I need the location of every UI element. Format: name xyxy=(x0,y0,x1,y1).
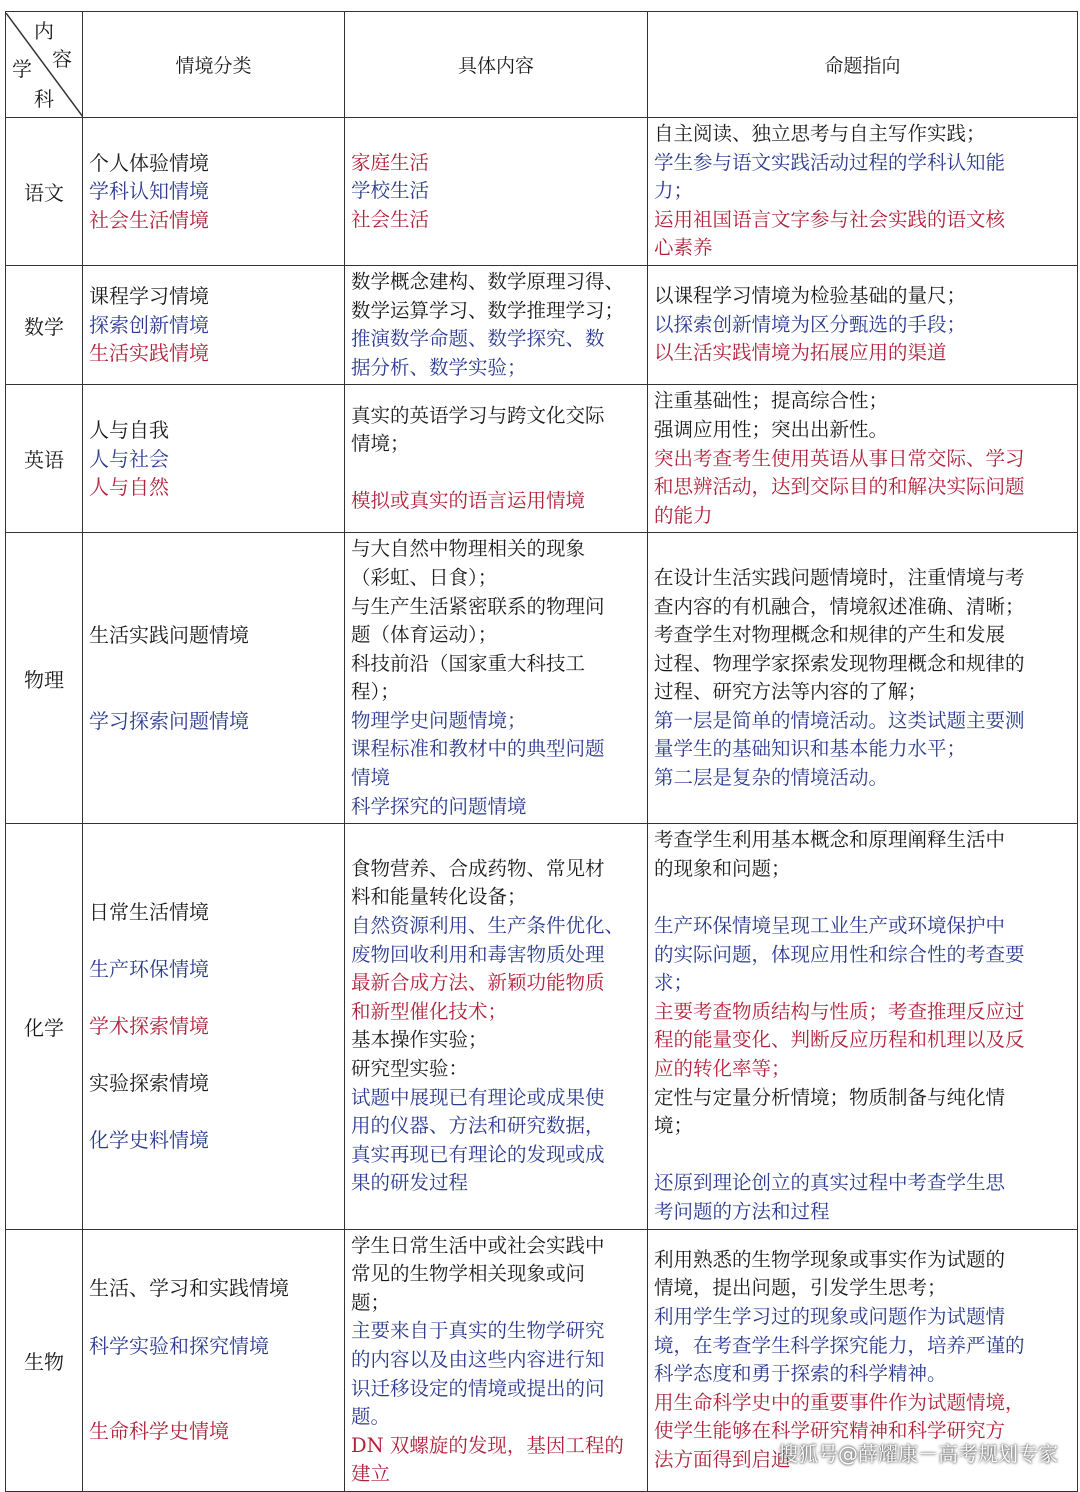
content-line: 主要来自于真实的生物学研究 xyxy=(351,1319,605,1343)
subject-cell: 英语 xyxy=(6,385,83,533)
content-line: 社会生活 xyxy=(351,207,430,231)
content-line: 的内容以及由这些内容进行知 xyxy=(351,1347,605,1371)
direction-line: 在设计生活实践问题情境时，注重情境与考 xyxy=(654,565,1025,589)
content-line: 识迁移设定的情境或提出的问 xyxy=(351,1376,605,1400)
direction-line: 科学态度和勇于探索的科学精神。 xyxy=(654,1362,947,1386)
direction-cell xyxy=(648,824,1078,1229)
content-line: 数学运算学习、数学推理学习； xyxy=(351,298,625,322)
col-header-category: 情境分类 xyxy=(83,12,345,118)
direction-line: 程的能量变化、判断反应历程和机理以及反 xyxy=(654,1028,1025,1052)
categories-line: 生活、学习和实践情境 xyxy=(89,1276,289,1301)
direction-line: 运用祖国语言文字参与社会实践的语文核 xyxy=(654,207,1006,231)
col-header-direction: 命题指向 xyxy=(648,12,1078,118)
content-line: 情境； xyxy=(351,432,410,456)
categories-line: 社会生活情境 xyxy=(89,207,209,232)
direction-line: 力； xyxy=(654,179,694,203)
diagonal-header-cell xyxy=(6,12,83,118)
direction-line: 学生参与语文实践活动过程的学科认知能 xyxy=(654,150,1006,174)
direction-cell xyxy=(648,118,1078,266)
content-line: 科学探究的问题情境 xyxy=(351,794,527,818)
blank-line xyxy=(654,1141,1071,1170)
diag-content-1: 内 xyxy=(34,18,54,43)
direction-line: 以探索创新情境为区分甄选的手段； xyxy=(654,312,967,336)
blank-line xyxy=(351,459,641,488)
content-line: 食物营养、合成药物、常见材 xyxy=(351,856,605,880)
table-row-chinese xyxy=(6,118,1078,266)
direction-line: 的现象和问题； xyxy=(654,856,791,880)
direction-line: 和思辨活动，达到交际目的和解决实际问题 xyxy=(654,475,1025,499)
content-line: 题； xyxy=(351,1290,391,1314)
content-line: 据分析、数学实验； xyxy=(351,355,527,379)
blank-line xyxy=(89,678,344,707)
content-line: 基本操作实验； xyxy=(351,1028,488,1052)
table-row-math xyxy=(6,265,1078,384)
blank-line xyxy=(89,926,344,955)
direction-line: 定性与定量分析情境；物质制备与纯化情 xyxy=(654,1085,1006,1109)
direction-line: 利用熟悉的生物学现象或事实作为试题的 xyxy=(654,1247,1006,1271)
content-line: 推演数学命题、数学探究、数 xyxy=(351,327,605,351)
subject-cell: 物理 xyxy=(6,533,83,824)
direction-line: 使学生能够在科学研究精神和科学研究方 xyxy=(654,1419,1006,1443)
content-cell xyxy=(345,118,648,266)
categories-line: 科学实验和探究情境 xyxy=(89,1333,269,1358)
table-row-chemistry xyxy=(6,824,1078,1229)
direction-line: 的实际问题，体现应用性和综合性的考查要 xyxy=(654,942,1025,966)
content-line: 模拟或真实的语言运用情境 xyxy=(351,489,586,513)
blank-line xyxy=(89,1360,344,1389)
direction-line: 用生命科学史中的重要事件作为试题情境， xyxy=(654,1390,1025,1414)
content-line: 学校生活 xyxy=(351,179,430,203)
category-cell xyxy=(83,385,345,533)
content-line: 最新合成方法、新颖功能物质 xyxy=(351,971,605,995)
content-line: 程）； xyxy=(351,680,400,704)
direction-line: 法方面得到启迪 xyxy=(654,1448,791,1472)
direction-line: 情境，提出问题，引发学生思考； xyxy=(654,1276,947,1300)
direction-cell xyxy=(648,265,1078,384)
content-line: 题。 xyxy=(351,1405,391,1429)
categories-line: 日常生活情境 xyxy=(89,899,209,924)
category-cell xyxy=(83,533,345,824)
diag-content-2: 容 xyxy=(52,46,72,71)
direction-line: 以生活实践情境为拓展应用的渠道 xyxy=(654,341,947,365)
diag-subject-2: 科 xyxy=(34,86,54,111)
content-line: 题（体育运动）； xyxy=(351,623,498,647)
content-line: 与大自然中物理相关的现象 xyxy=(351,537,586,561)
content-line: 和新型催化技术； xyxy=(351,999,508,1023)
subject-cell: 语文 xyxy=(6,118,83,266)
content-cell xyxy=(345,265,648,384)
direction-line: 境； xyxy=(654,1114,694,1138)
category-cell xyxy=(83,1229,345,1491)
content-line: 试题中展现已有理论或成果使 xyxy=(351,1085,605,1109)
categories-line: 学科认知情境 xyxy=(89,179,209,204)
categories-line: 生活实践情境 xyxy=(89,341,209,366)
content-line: 研究型实验： xyxy=(351,1057,469,1080)
blank-line xyxy=(89,1098,344,1127)
content-line: DN 双螺旋的发现，基因工程的 xyxy=(351,1433,624,1457)
categories-line: 生命科学史情境 xyxy=(89,1419,229,1444)
subject-cell: 生物 xyxy=(6,1229,83,1491)
content-line: 建立 xyxy=(351,1462,391,1486)
blank-line xyxy=(89,1303,344,1332)
direction-line: 利用学生学习过的现象或问题作为试题情 xyxy=(654,1305,1006,1329)
direction-line: 还原到理论创立的真实过程中考查学生思 xyxy=(654,1171,1006,1195)
direction-line: 应的转化率等； xyxy=(654,1057,791,1080)
direction-line: 的能力 xyxy=(654,503,713,527)
content-line: 课程标准和教材中的典型问题 xyxy=(351,737,605,761)
direction-line: 过程、研究方法等内容的了解； xyxy=(654,680,928,704)
content-line: 料和能量转化设备； xyxy=(351,885,527,909)
categories-line: 生活实践问题情境 xyxy=(89,623,249,648)
direction-line: 以课程学习情境为检验基础的量尺； xyxy=(654,284,967,308)
content-cell xyxy=(345,1229,648,1491)
direction-line: 主要考查物质结构与性质；考查推理反应过 xyxy=(654,999,1025,1023)
categories-line: 个人体验情境 xyxy=(89,150,209,175)
curriculum-table xyxy=(5,11,1078,1492)
blank-line xyxy=(654,883,1071,912)
diag-subject-1: 学 xyxy=(12,56,32,81)
category-cell xyxy=(83,118,345,266)
direction-line: 强调应用性；突出出新性。 xyxy=(654,417,889,441)
categories-line: 人与自然 xyxy=(89,475,169,500)
content-line: 情境 xyxy=(351,766,391,790)
categories-line: 实验探索情境 xyxy=(89,1071,209,1096)
categories-line: 学习探索问题情境 xyxy=(89,708,249,733)
direction-line: 查内容的有机融合，情境叙述准确、清晰； xyxy=(654,594,1025,618)
content-line: 数学概念建构、数学原理习得、 xyxy=(351,269,625,293)
content-line: 常见的生物学相关现象或问 xyxy=(351,1262,586,1286)
categories-line: 生产环保情境 xyxy=(89,956,209,981)
direction-line: 过程、物理学家探索发现物理概念和规律的 xyxy=(654,651,1025,675)
categories-line: 学术探索情境 xyxy=(89,1014,209,1039)
direction-line: 考查学生利用基本概念和原理阐释生活中 xyxy=(654,828,1006,852)
categories-line: 人与自我 xyxy=(89,417,169,442)
subject-cell: 数学 xyxy=(6,265,83,384)
subject-cell: 化学 xyxy=(6,824,83,1229)
direction-cell xyxy=(648,533,1078,824)
categories-line: 人与社会 xyxy=(89,446,169,471)
categories-line: 课程学习情境 xyxy=(89,284,209,309)
blank-line xyxy=(89,1041,344,1070)
direction-line: 心素养 xyxy=(654,236,713,260)
direction-line: 生产环保情境呈现工业生产或环境保护中 xyxy=(654,914,1006,938)
watermark: 搜狐号@薛耀康－高考规划专家 xyxy=(778,1442,1058,1466)
category-cell xyxy=(83,824,345,1229)
content-line: 果的研发过程 xyxy=(351,1171,469,1195)
table-row-english xyxy=(6,385,1078,533)
content-line: （彩虹、日食）； xyxy=(351,565,498,589)
blank-line xyxy=(89,1389,344,1418)
direction-line: 量学生的基础知识和基本能力水平； xyxy=(654,737,967,761)
content-cell xyxy=(345,824,648,1229)
categories-line: 化学史料情境 xyxy=(89,1128,209,1153)
direction-line: 第一层是简单的情境活动。这类试题主要测 xyxy=(654,708,1025,732)
direction-line: 考查学生对物理概念和规律的产生和发展 xyxy=(654,623,1006,647)
content-line: 用的仪器、方法和研究数据， xyxy=(351,1114,605,1138)
content-line: 与生产生活紧密联系的物理问 xyxy=(351,594,605,618)
content-line: 科技前沿（国家重大科技工 xyxy=(351,651,586,675)
direction-line: 考问题的方法和过程 xyxy=(654,1199,830,1223)
categories-line: 探索创新情境 xyxy=(89,312,209,337)
direction-line: 突出考查考生使用英语从事日常交际、学习 xyxy=(654,446,1025,470)
content-line: 真实再现已有理论的发现或成 xyxy=(351,1142,605,1166)
direction-line: 境，在考查学生科学探究能力，培养严谨的 xyxy=(654,1333,1025,1357)
blank-line xyxy=(89,650,344,679)
content-line: 学生日常生活中或社会实践中 xyxy=(351,1233,605,1257)
content-cell xyxy=(345,385,648,533)
content-line: 废物回收利用和毒害物质处理 xyxy=(351,942,605,966)
direction-line: 自主阅读、独立思考与自主写作实践； xyxy=(654,122,986,145)
blank-line xyxy=(89,984,344,1013)
content-line: 家庭生活 xyxy=(351,150,430,174)
direction-cell xyxy=(648,385,1078,533)
direction-line: 注重基础性；提高综合性； xyxy=(654,389,889,413)
content-line: 物理学史问题情境； xyxy=(351,708,527,732)
content-cell xyxy=(345,533,648,824)
col-header-content: 具体内容 xyxy=(345,12,648,118)
content-line: 自然资源利用、生产条件优化、 xyxy=(351,914,625,938)
table-row-physics xyxy=(6,533,1078,824)
direction-line: 求； xyxy=(654,971,694,995)
category-cell xyxy=(83,265,345,384)
content-line: 真实的英语学习与跨文化交际 xyxy=(351,403,605,427)
header-row xyxy=(6,12,1078,118)
direction-line: 第二层是复杂的情境活动。 xyxy=(654,766,889,790)
